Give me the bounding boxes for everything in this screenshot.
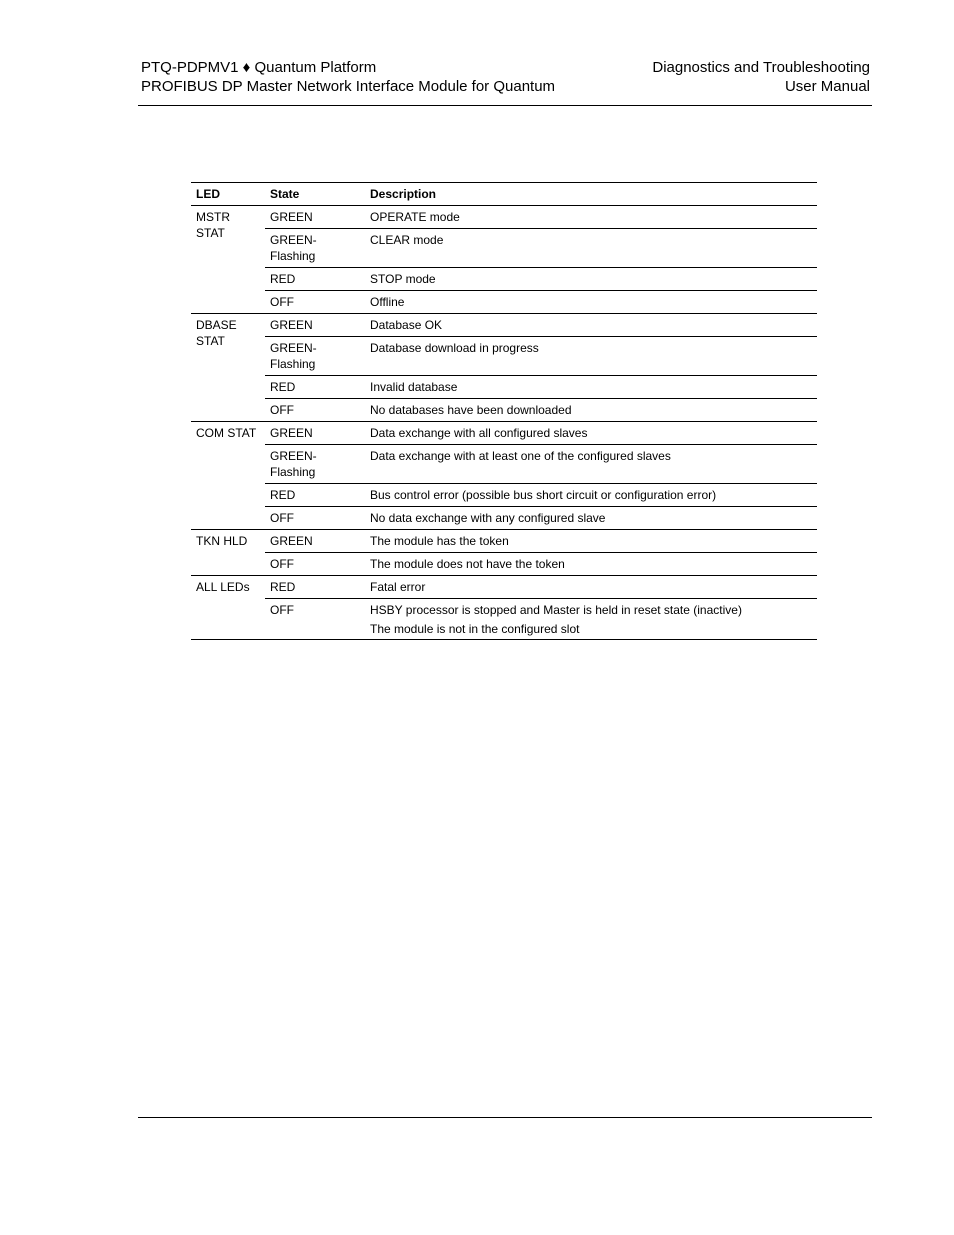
description-text: STOP mode [370,272,436,286]
description-text: CLEAR mode [370,233,444,247]
header-rule [138,105,872,106]
description-cell [365,599,817,640]
state-cell: RED [265,484,365,507]
led-name-cell: DBASE STAT [191,314,265,422]
table-row [191,484,817,507]
footer-rule [138,1117,872,1118]
header-manual-title: User Manual [784,78,870,95]
table-row [191,206,817,229]
description-text: OPERATE mode [370,210,460,224]
table-row [191,599,817,640]
description-cell [365,399,817,422]
state-cell: OFF [265,291,365,314]
description-text: Database OK [370,318,443,332]
description-cell [365,229,817,268]
state-cell: OFF [265,553,365,576]
table-header-row [191,183,817,206]
table-row [191,291,817,314]
led-name-cell: ALL LEDs [191,576,265,640]
header-module-line: PROFIBUS DP Master Network Interface Module for Quantum [141,78,556,95]
description-text: Data exchange with all configured slaves [370,426,588,440]
column-header-state: State [265,183,365,206]
description-cell [365,268,817,291]
description-cell [365,445,817,484]
state-cell: GREEN [265,422,365,445]
table-row [191,422,817,445]
table-row [191,553,817,576]
state-cell: OFF [265,507,365,530]
table-row [191,530,817,553]
description-text: The module has the token [370,534,509,548]
column-header-led: LED [191,183,265,206]
state-cell: GREEN-Flashing [265,229,365,268]
state-cell: RED [265,376,365,399]
description-cell [365,337,817,376]
table-row [191,445,817,484]
table-row [191,576,817,599]
state-cell: OFF [265,599,365,640]
description-cell [365,484,817,507]
description-cell [365,530,817,553]
description-text: Offline [370,295,405,309]
table-row [191,268,817,291]
state-cell: GREEN [265,314,365,337]
state-cell: GREEN-Flashing [265,337,365,376]
header-product-line: PTQ-PDPMV1 ♦ Quantum Platform [141,59,377,76]
table-row [191,507,817,530]
table-row [191,399,817,422]
state-cell: GREEN-Flashing [265,445,365,484]
description-text: No databases have been downloaded [370,403,572,417]
header-left [141,58,555,96]
table-row [191,337,817,376]
state-cell: OFF [265,399,365,422]
table-row [191,229,817,268]
led-name-cell: MSTR STAT [191,206,265,314]
description-text: HSBY processor is stopped and Master is held in reset state (inactive) [370,603,742,617]
header-chapter-title: Diagnostics and Troubleshooting [652,59,870,76]
description-cell [365,314,817,337]
header-right [652,58,870,96]
state-cell: RED [265,268,365,291]
description-text: Data exchange with at least one of the configured slaves [370,449,671,463]
led-name-cell: TKN HLD [191,530,265,576]
led-name-cell: COM STAT [191,422,265,530]
description-cell [365,553,817,576]
description-text: Database download in progress [370,341,539,355]
description-text: The module is not in the configured slot [370,622,580,636]
description-text: Invalid database [370,380,458,394]
description-cell [365,422,817,445]
description-cell [365,507,817,530]
description-text: The module does not have the token [370,557,565,571]
state-cell: GREEN [265,206,365,229]
description-cell [365,206,817,229]
description-cell [365,576,817,599]
description-text: Bus control error (possible bus short circuit or configuration error) [370,488,717,502]
table-row [191,376,817,399]
table-row [191,314,817,337]
state-cell: GREEN [265,530,365,553]
state-cell: RED [265,576,365,599]
led-status-table [191,182,817,640]
column-header-description: Description [365,183,817,206]
description-cell [365,376,817,399]
description-cell [365,291,817,314]
description-text: Fatal error [370,580,426,594]
description-text: No data exchange with any configured slave [370,511,606,525]
